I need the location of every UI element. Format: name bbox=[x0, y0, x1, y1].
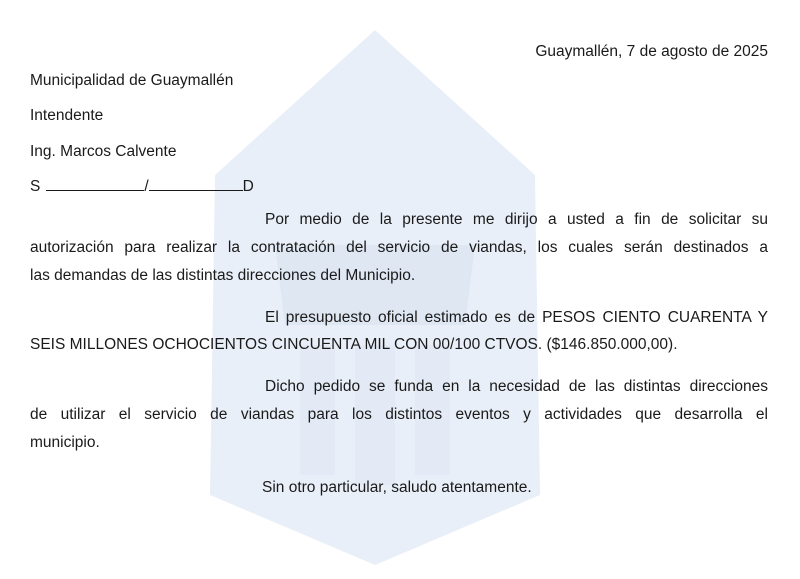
recipient-organization: Municipalidad de Guaymallén bbox=[30, 72, 234, 89]
paragraph3-line1: Dicho pedido se funda en la necesidad de las distintas direcciones bbox=[265, 378, 768, 395]
paragraph1-line1: Por medio de la presente me dirijo a usted a fin de solicitar su bbox=[265, 211, 768, 228]
paragraph1-line2: autorización para realizar la contratación del servicio de viandas, los cuales serán destinados a bbox=[30, 239, 768, 256]
paragraph3-line2: de utilizar el servicio de viandas para los distintos eventos y actividades que desarrolla el bbox=[30, 406, 768, 423]
paragraph2-line1: El presupuesto oficial estimado es de PESOS CIENTO CUARENTA Y bbox=[265, 309, 768, 326]
recipient-position: Intendente bbox=[30, 107, 104, 124]
salutation-end: D bbox=[242, 178, 254, 195]
salutation-line bbox=[30, 176, 254, 197]
date-line: Guaymallén, 7 de agosto de 2025 bbox=[535, 43, 768, 60]
recipient-name: Ing. Marcos Calvente bbox=[30, 143, 177, 160]
paragraph1-line3: las demandas de las distintas direcciones del Municipio. bbox=[30, 267, 416, 284]
salutation-separator: / bbox=[144, 178, 149, 195]
salutation-start: S bbox=[30, 178, 41, 195]
paragraph2-line2: SEIS MILLONES OCHOCIENTOS CINCUENTA MIL CON 00/100 CTVOS. ($146.850.000,00). bbox=[30, 336, 678, 353]
salutation-blank-2 bbox=[149, 176, 243, 191]
paragraph3-line3: municipio. bbox=[30, 434, 100, 451]
closing-line: Sin otro particular, saludo atentamente. bbox=[262, 479, 532, 496]
salutation-blank-1 bbox=[46, 176, 144, 191]
